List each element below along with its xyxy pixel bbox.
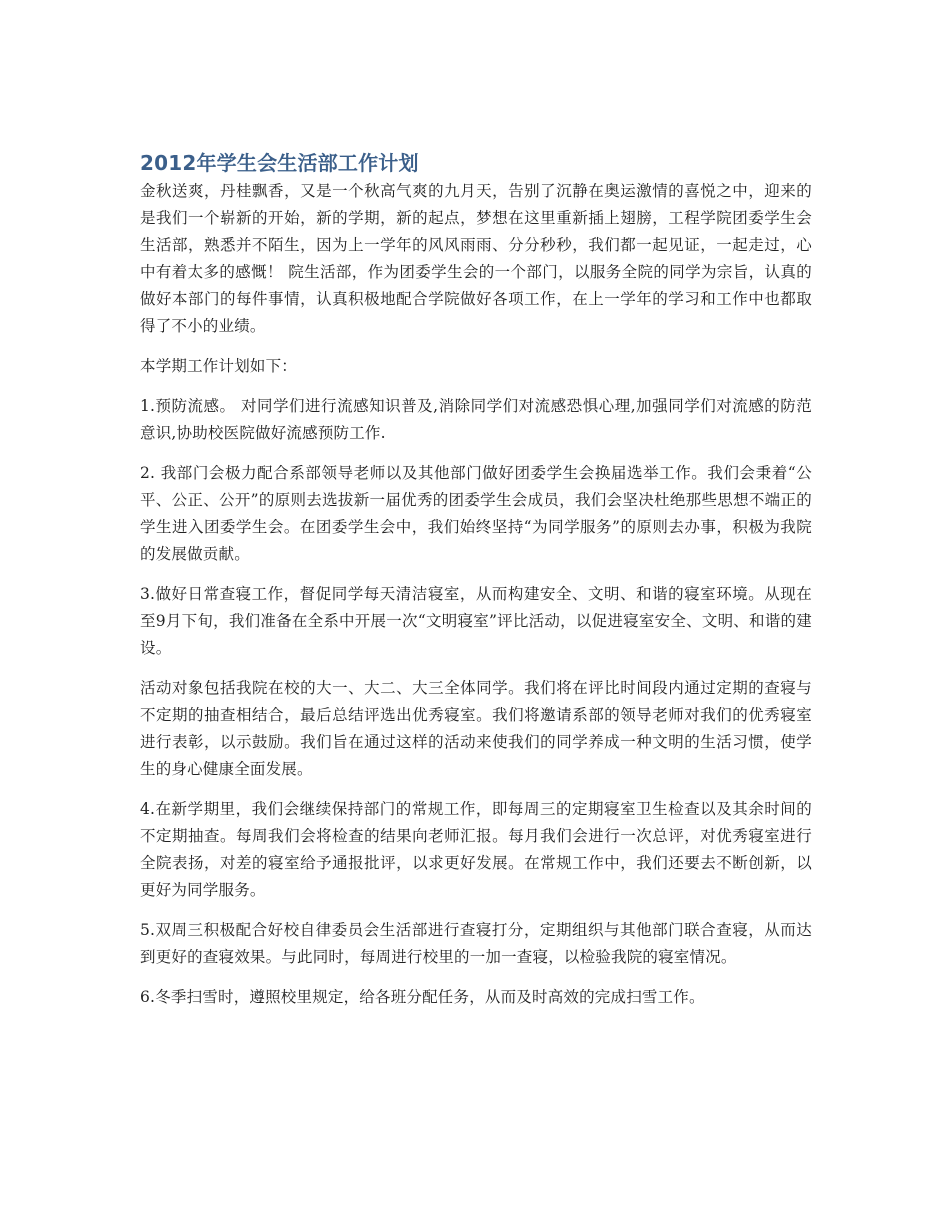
- paragraph-item-4: 4.在新学期里，我们会继续保持部门的常规工作，即每周三的定期寝室卫生检查以及其余时间的不定期抽查。每周我们会将检查的结果向老师汇报。每月我们会进行一次总评，对优秀寝室进行全院表扬，对差的寝室给予通报批评，以求更好发展。在常规工作中，我们还要去不断创新，以更好为同学服务。: [140, 800, 812, 899]
- paragraph-item-1: 1.预防流感。 对同学们进行流感知识普及,消除同学们对流感恐惧心理,加强同学们对流感的防范意识,协助校医院做好流感预防工作.: [140, 397, 812, 442]
- document-title: 2012年学生会生活部工作计划: [140, 151, 419, 175]
- paragraph-activity: 活动对象包括我院在校的大一、大二、大三全体同学。我们将在评比时间段内通过定期的查寝与不定期的抽查相结合，最后总结评选出优秀寝室。我们将邀请系部的领导老师对我们的优秀寝室进行表彰，以示鼓励。我们旨在通过这样的活动来使我们的同学养成一种文明的生活习惯，使学生的身心健康全面发展。: [140, 679, 812, 778]
- paragraph-item-3: 3.做好日常查寝工作，督促同学每天清洁寝室，从而构建安全、文明、和谐的寝室环境。从现在至9月下旬，我们准备在全系中开展一次“文明寝室”评比活动，以促进寝室安全、文明、和谐的建设。: [140, 585, 812, 657]
- paragraph-item-5: 5.双周三积极配合好校自律委员会生活部进行查寝打分，定期组织与其他部门联合查寝，从而达到更好的查寝效果。与此同时，每周进行校里的一加一查寝，以检验我院的寝室情况。: [140, 921, 812, 966]
- paragraph-plan-heading: 本学期工作计划如下：: [140, 357, 298, 375]
- paragraph-item-2: 2. 我部门会极力配合系部领导老师以及其他部门做好团委学生会换届选举工作。我们会秉着“公平、公正、公开”的原则去选拔新一届优秀的团委学生会成员，我们会坚决杜绝那些思想不端正的学生进入团委学生会。在团委学生会中，我们始终坚持“为同学服务”的原则去办事，积极为我院的发展做贡献。: [140, 464, 812, 563]
- paragraph-item-6: 6.冬季扫雪时，遵照校里规定，给各班分配任务，从而及时高效的完成扫雪工作。: [140, 988, 705, 1006]
- document-page: [140, 148, 812, 1024]
- paragraph-intro: 金秋送爽，丹桂飘香，又是一个秋高气爽的九月天，告别了沉静在奥运激情的喜悦之中，迎来的是我们一个崭新的开始，新的学期，新的起点，梦想在这里重新插上翅膀，工程学院团委学生会生活部，熟悉并不陌生，因为上一学年的风风雨雨、分分秒秒，我们都一起见证，一起走过，心中有着太多的感慨！ 院生活部，作为团委学生会的一个部门，以服务全院的同学为宗旨，认真的做好本部门的每件事情，认真积极地配合学院做好各项工作，在上一学年的学习和工作中也都取得了不小的业绩。: [140, 182, 812, 335]
